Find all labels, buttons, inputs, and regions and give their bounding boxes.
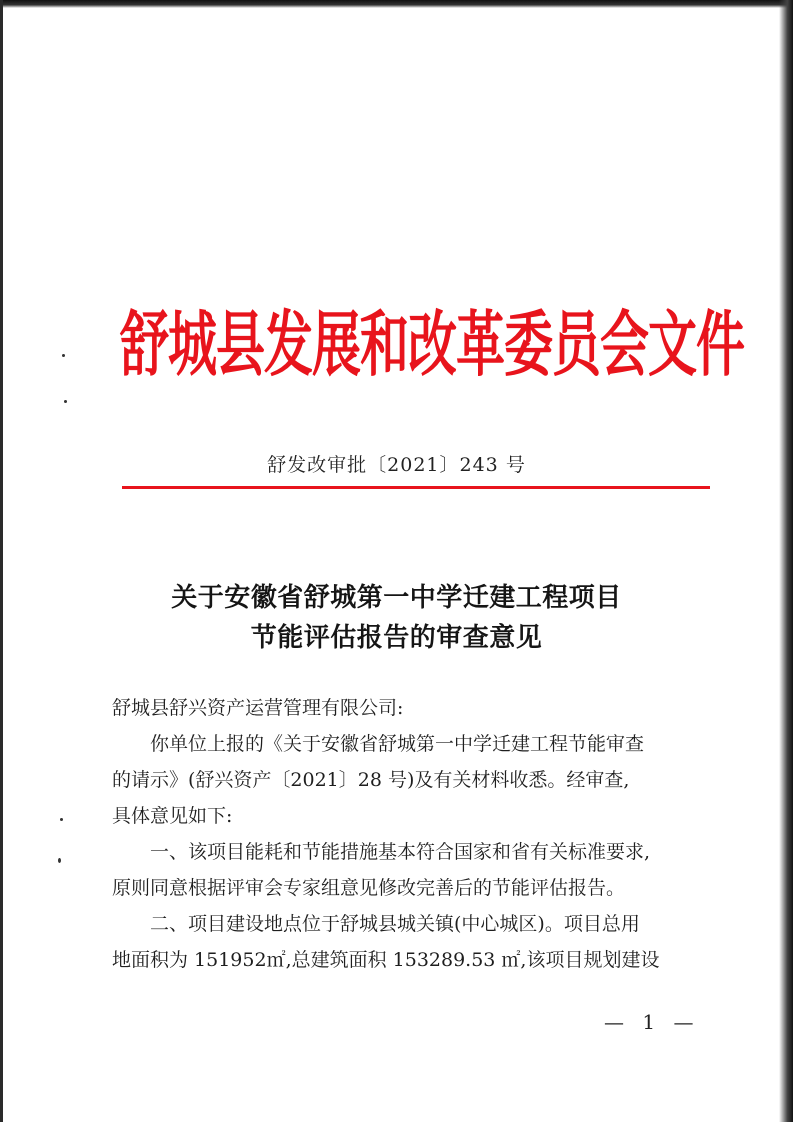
red-header-title: 舒城县发展和改革委员会文件 — [120, 302, 745, 387]
scan-edge-right — [779, 0, 793, 1122]
paragraph-line: 具体意见如下: — [112, 805, 233, 827]
paragraph-line: 二、项目建设地点位于舒城县城关镇(中心城区)。项目总用 — [150, 913, 640, 935]
scan-edge-left — [0, 0, 3, 1122]
paragraph-line: 你单位上报的《关于安徽省舒城第一中学迁建工程节能审查 — [150, 733, 645, 755]
scan-speck — [64, 400, 67, 403]
paragraph-line: 地面积为 151952㎡,总建筑面积 153289.53 ㎡,该项目规划建设 — [112, 949, 660, 971]
red-divider-line — [122, 486, 710, 489]
document-title-line-2: 节能评估报告的审查意见 — [250, 623, 543, 653]
scan-speck — [62, 354, 65, 357]
document-title-line-1: 关于安徽省舒城第一中学迁建工程项目 — [171, 583, 622, 613]
paragraph-3 — [112, 906, 712, 978]
paragraph-1 — [112, 726, 712, 834]
addressee: 舒城县舒兴资产运营管理有限公司: — [112, 697, 404, 719]
scan-speck — [60, 818, 63, 821]
paragraph-2 — [112, 834, 712, 906]
page-number: — 1 — — [604, 1010, 700, 1034]
paragraph-line: 一、该项目能耗和节能措施基本符合国家和省有关标准要求, — [150, 841, 651, 863]
scan-edge-top — [0, 0, 793, 8]
paragraph-line: 原则同意根据评审会专家组意见修改完善后的节能评估报告。 — [112, 877, 626, 899]
scan-speck — [58, 858, 61, 863]
paragraph-line: 的请示》(舒兴资产〔2021〕28 号)及有关材料收悉。经审查, — [112, 769, 630, 791]
document-number: 舒发改审批〔2021〕243 号 — [267, 454, 526, 476]
